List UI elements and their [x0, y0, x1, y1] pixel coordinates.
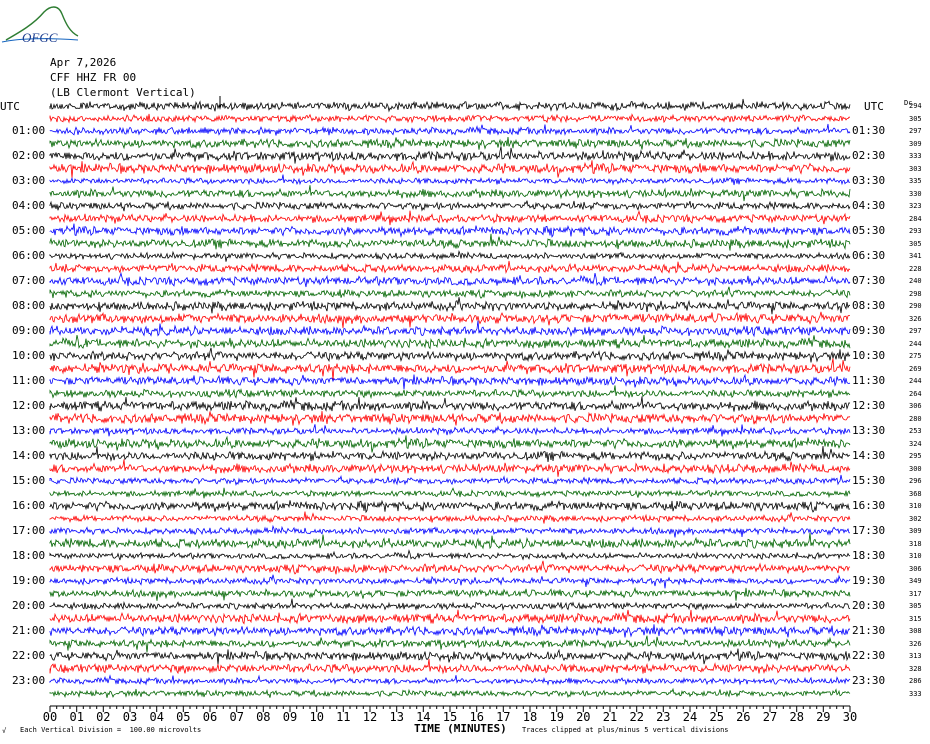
trace-line [50, 114, 850, 122]
trace-line [50, 99, 850, 111]
trace-line [50, 561, 850, 575]
trace-line [50, 251, 850, 261]
half-hour-label: 08:30 [852, 299, 886, 312]
trace-line [50, 396, 850, 411]
left-timezone-label: UTC [0, 100, 20, 113]
rms-value: 269 [909, 364, 922, 373]
trace-line [50, 533, 850, 548]
hour-label: 22:00 [12, 649, 46, 662]
hour-label: 18:00 [12, 549, 46, 562]
trace-line [50, 211, 850, 225]
seismic-traces [50, 96, 850, 698]
x-tick-label: 11 [336, 710, 351, 724]
trace-line [50, 599, 850, 610]
half-hour-label: 19:30 [852, 574, 886, 587]
rms-value: 313 [909, 652, 922, 660]
rms-value: 275 [909, 352, 922, 360]
trace-line [50, 160, 850, 178]
rms-value: 368 [909, 489, 922, 498]
x-tick-label: 01 [69, 710, 84, 724]
trace-line [50, 446, 850, 462]
trace-line [50, 610, 850, 624]
rms-value: 286 [909, 677, 922, 685]
half-hour-label: 20:30 [852, 599, 886, 612]
rms-value: 295 [909, 452, 922, 460]
hour-label: 20:00 [12, 599, 46, 612]
hour-label: 03:00 [12, 174, 46, 187]
hour-label: 12:00 [12, 399, 46, 412]
trace-line [50, 287, 850, 299]
trace-line [50, 312, 850, 328]
trace-line [50, 261, 850, 273]
half-hour-label: 23:30 [852, 674, 886, 687]
half-hour-label: 07:30 [852, 274, 886, 287]
rms-value: 298 [909, 289, 922, 298]
x-tick-label: 00 [42, 710, 58, 724]
station-name: (LB Clermont Vertical) [50, 86, 196, 99]
rms-value: 305 [909, 239, 922, 248]
rms-value: 284 [909, 214, 922, 223]
trace-line [50, 411, 850, 426]
trace-line [50, 224, 850, 237]
hour-label: 08:00 [12, 299, 46, 312]
rms-value: 228 [909, 264, 922, 273]
x-tick-label: 26 [736, 710, 751, 724]
trace-line [50, 575, 850, 589]
scale-note: Each Vertical Division = 100.00 microvolts [20, 726, 202, 734]
trace-line [50, 588, 850, 601]
hour-label: 04:00 [12, 199, 46, 212]
trace-line [50, 500, 850, 512]
rms-value: 323 [909, 202, 922, 210]
clip-note: Traces clipped at plus/minus 5 vertical divisions [522, 726, 729, 734]
trace-line [50, 273, 850, 287]
x-tick-label: 24 [682, 710, 698, 724]
trace-line [50, 424, 850, 436]
rms-value: 240 [909, 277, 922, 285]
trace-line [50, 185, 850, 201]
trace-line [50, 124, 850, 136]
half-hour-label: 12:30 [852, 399, 886, 412]
trace-line [50, 551, 850, 561]
logo-text: OFGC [22, 30, 58, 45]
rms-value: 308 [909, 627, 922, 635]
hour-label: 11:00 [12, 374, 46, 387]
x-tick-label: 15 [442, 710, 458, 724]
x-tick-label: 14 [416, 710, 431, 724]
x-tick-label: 13 [389, 710, 404, 724]
hour-label: 16:00 [12, 499, 46, 512]
x-tick-label: 03 [122, 710, 138, 724]
hour-label: 15:00 [12, 474, 46, 487]
x-tick-label: 19 [549, 710, 564, 724]
rms-value: 330 [909, 189, 922, 198]
x-tick-label: 28 [789, 710, 804, 724]
trace-line [50, 435, 850, 452]
rms-value: 253 [909, 427, 922, 435]
trace-line [50, 335, 850, 349]
hour-label: 23:00 [12, 674, 46, 687]
rms-value: 244 [909, 377, 922, 385]
trace-line [50, 659, 850, 674]
rms-value: 309 [909, 527, 922, 535]
rms-value: 280 [909, 414, 922, 423]
x-tick-label: 18 [522, 710, 538, 724]
rms-value: 297 [909, 127, 922, 135]
record-date: Apr 7,2026 [50, 56, 117, 69]
rms-value: 296 [909, 477, 922, 485]
x-tick-label: 25 [709, 710, 724, 724]
half-hour-label: 09:30 [852, 324, 886, 337]
x-tick-label: 06 [202, 710, 218, 724]
rms-value: 310 [909, 552, 922, 560]
x-tick-label: 29 [816, 710, 831, 724]
corner-mark: √ [2, 727, 7, 735]
half-hour-label: 16:30 [852, 499, 886, 512]
x-tick-label: 05 [176, 710, 191, 724]
half-hour-label: 05:30 [852, 224, 886, 237]
rms-value: 333 [909, 152, 922, 160]
trace-line [50, 359, 850, 380]
trace-line [50, 624, 850, 637]
rms-value: 315 [909, 614, 922, 623]
rms-value: 290 [909, 302, 922, 310]
trace-line [50, 137, 850, 150]
half-hour-label: 17:30 [852, 524, 886, 537]
rms-value: 300 [909, 464, 922, 473]
trace-line [50, 321, 850, 336]
rms-header: Dc [904, 99, 913, 107]
hour-label: 09:00 [12, 324, 46, 337]
rms-value: 294 [909, 102, 922, 110]
trace-line [50, 475, 850, 485]
trace-line [50, 636, 850, 653]
rms-value: 341 [909, 252, 922, 260]
half-hour-label: 21:30 [852, 624, 886, 637]
hour-label: 21:00 [12, 624, 46, 637]
x-tick-label: 21 [602, 710, 618, 724]
hour-label: 06:00 [12, 249, 46, 262]
x-tick-label: 12 [362, 710, 378, 724]
x-tick-label: 20 [576, 710, 591, 724]
rms-value: 333 [909, 689, 922, 698]
hour-label: 13:00 [12, 424, 46, 437]
half-hour-label: 14:30 [852, 449, 886, 462]
x-axis-title: TIME (MINUTES) [414, 722, 507, 735]
trace-line [50, 201, 850, 212]
half-hour-label: 01:30 [852, 124, 886, 137]
rms-value: 302 [909, 514, 922, 523]
x-tick-label: 04 [149, 710, 164, 724]
hour-label: 07:00 [12, 274, 46, 287]
x-tick-label: 10 [309, 710, 324, 724]
trace-line [50, 385, 850, 397]
trace-line [50, 459, 850, 476]
x-tick-label: 22 [629, 710, 644, 724]
trace-line [50, 348, 850, 363]
trace-line [50, 375, 850, 390]
rms-value: 306 [909, 564, 922, 573]
x-tick-label: 27 [762, 710, 778, 724]
x-tick-label: 30 [842, 710, 858, 724]
rms-value: 318 [909, 539, 922, 548]
trace-line [50, 297, 850, 314]
rms-value: 310 [909, 502, 922, 510]
half-hour-label: 18:30 [852, 549, 886, 562]
rms-value: 328 [909, 664, 922, 673]
trace-line [50, 146, 850, 163]
half-hour-label: 06:30 [852, 249, 886, 262]
half-hour-label: 22:30 [852, 649, 886, 662]
trace-line [50, 488, 850, 499]
rms-value: 317 [909, 589, 922, 598]
hour-label: 10:00 [12, 349, 46, 362]
hour-label: 14:00 [12, 449, 46, 462]
rms-value: 335 [909, 177, 922, 185]
x-tick-label: 08 [256, 710, 271, 724]
right-timezone-label: UTC [864, 100, 884, 113]
rms-value: 305 [909, 602, 922, 610]
rms-value: 305 [909, 114, 922, 123]
x-tick-label: 09 [282, 710, 298, 724]
x-tick-label: 17 [496, 710, 511, 724]
trace-line [50, 512, 850, 524]
half-hour-label: 02:30 [852, 149, 886, 162]
half-hour-label: 04:30 [852, 199, 886, 212]
trace-line [50, 234, 850, 251]
hour-label: 17:00 [12, 524, 46, 537]
x-tick-label: 16 [469, 710, 484, 724]
rms-value: 326 [909, 314, 922, 323]
rms-value: 297 [909, 327, 922, 335]
rms-value: 326 [909, 639, 922, 648]
hour-label: 19:00 [12, 574, 46, 587]
rms-value: 309 [909, 139, 922, 148]
rms-value: 293 [909, 227, 922, 235]
trace-line [50, 689, 850, 698]
half-hour-label: 15:30 [852, 474, 886, 487]
rms-value: 244 [909, 339, 922, 348]
trace-line [50, 675, 850, 684]
half-hour-label: 13:30 [852, 424, 886, 437]
half-hour-label: 10:30 [852, 349, 886, 362]
rms-value: 324 [909, 439, 922, 448]
rms-value: 264 [909, 389, 922, 398]
half-hour-label: 11:30 [852, 374, 886, 387]
trace-line [50, 175, 850, 185]
channel-code: CFF HHZ FR 00 [50, 71, 137, 84]
rms-value: 349 [909, 577, 922, 585]
rms-value: 303 [909, 164, 922, 173]
hour-label: 01:00 [12, 124, 46, 137]
hour-label: 02:00 [12, 149, 46, 162]
x-tick-label: 02 [96, 710, 111, 724]
half-hour-label: 03:30 [852, 174, 886, 187]
trace-line [50, 649, 850, 665]
x-tick-label: 23 [656, 710, 671, 724]
x-tick-label: 07 [229, 710, 244, 724]
trace-line [50, 526, 850, 537]
hour-label: 05:00 [12, 224, 46, 237]
rms-value: 306 [909, 402, 922, 410]
